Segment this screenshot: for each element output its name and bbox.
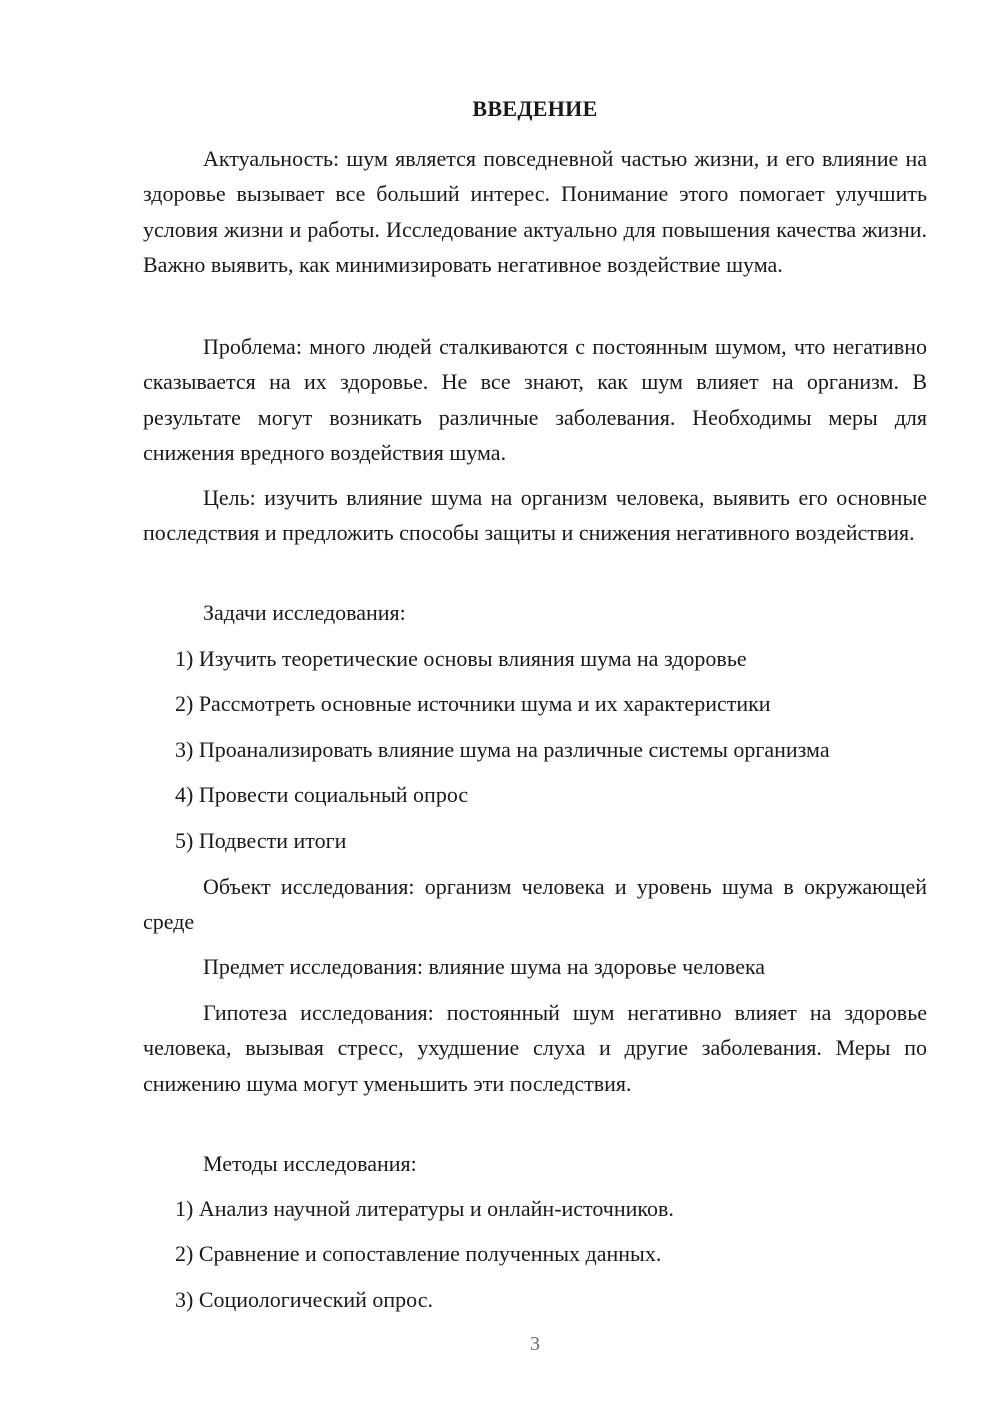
method-item: 1) Анализ научной литературы и онлайн-источников. bbox=[175, 1196, 674, 1221]
task-item: 1) Изучить теоретические основы влияния шума на здоровье bbox=[175, 646, 747, 671]
method-item: 3) Социологический опрос. bbox=[175, 1287, 433, 1312]
tasks-heading: Задачи исследования: bbox=[203, 600, 406, 625]
paragraph-object: Объект исследования: организм человека и уровень шума в окружающей среде bbox=[143, 874, 927, 935]
task-item: 4) Провести социальный опрос bbox=[175, 782, 469, 807]
task-item: 2) Рассмотреть основные источники шума и их характеристики bbox=[175, 691, 771, 716]
task-item: 5) Подвести итоги bbox=[175, 828, 347, 853]
methods-heading: Методы исследования: bbox=[203, 1151, 417, 1176]
paragraph-hypothesis: Гипотеза исследования: постоянный шум негативно влияет на здоровье человека, вызывая стресс, ухудшение слуха и другие заболевания. Меры по снижению шума могут уменьшить эти последствия. bbox=[143, 1000, 927, 1096]
section-title: ВВЕДЕНИЕ bbox=[472, 96, 598, 121]
method-item: 2) Сравнение и сопоставление полученных данных. bbox=[175, 1241, 662, 1266]
page-number: 3 bbox=[530, 1333, 540, 1355]
paragraph-problem: Проблема: много людей сталкиваются с постоянным шумом, что негативно сказывается на их здоровье. Не все знают, как шум влияет на организм. В результате могут возникать различные заболевания. Необходимы меры для снижения вредного воздействия шума. bbox=[143, 334, 927, 465]
paragraph-relevance: Актуальность: шум является повседневной частью жизни, и его влияние на здоровье вызывает все больший интерес. Понимание этого помогает улучшить условия жизни и работы. Исследование актуально для повышения качества жизни. Важно выявить, как минимизировать негативное воздействие шума. bbox=[143, 146, 927, 277]
paragraph-goal: Цель: изучить влияние шума на организм человека, выявить его основные последствия и предложить способы защиты и снижения негативного воздействия. bbox=[143, 485, 927, 546]
paragraph-subject: Предмет исследования: влияние шума на здоровье человека bbox=[203, 954, 766, 979]
document-page bbox=[143, 0, 927, 1414]
task-item: 3) Проанализировать влияние шума на различные системы организма bbox=[175, 737, 830, 762]
